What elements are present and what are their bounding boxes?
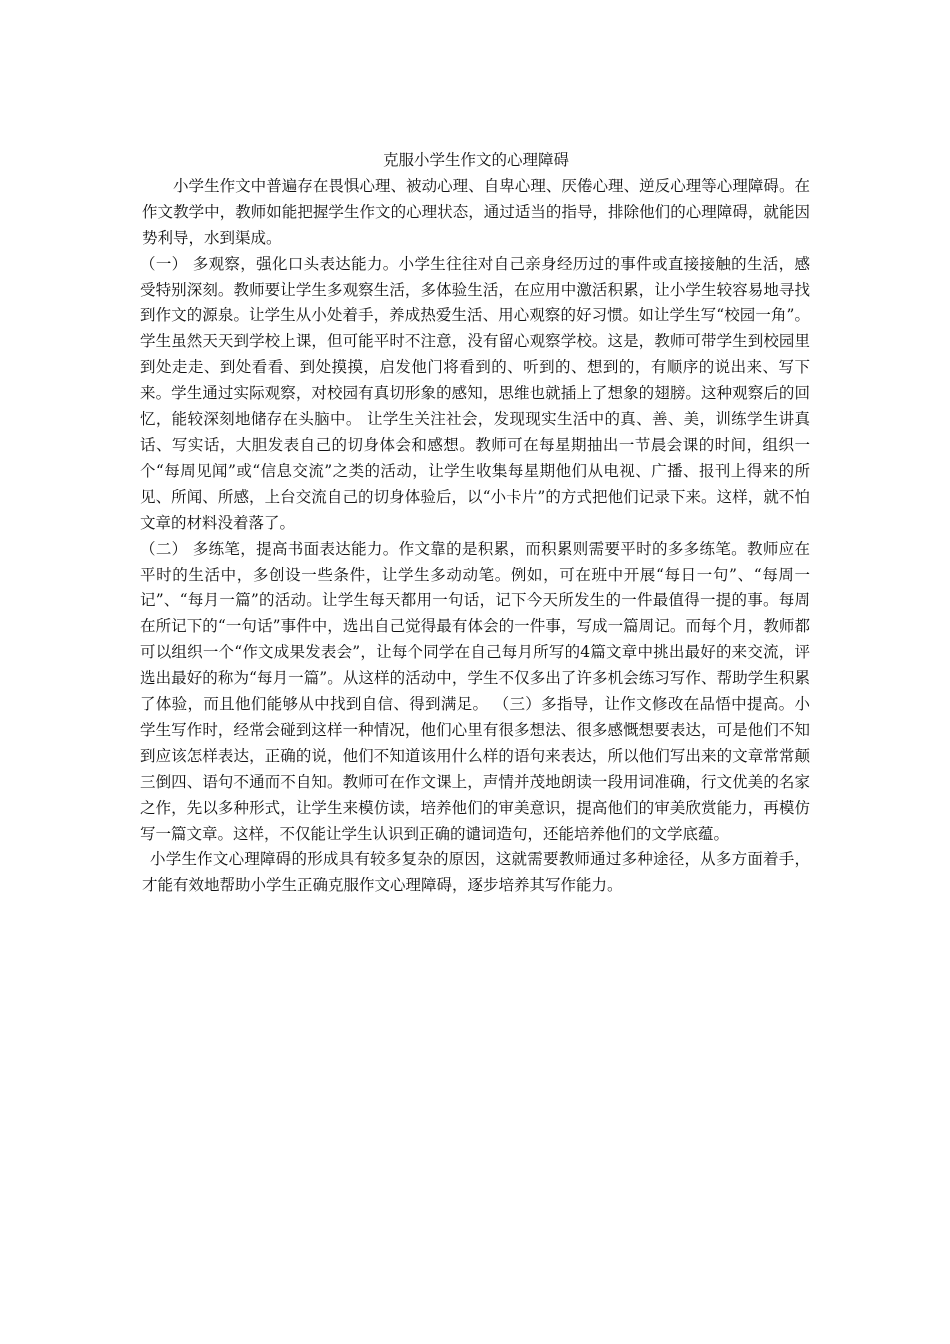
document-title: 克服小学生作文的心理障碍	[382, 151, 569, 169]
section-two-three-paragraph: （二） 多练笔，提高书面表达能力。作文靠的是积累，而积累则需要平时的多多练笔。教师应在平时的生活中，多创设一些条件，让学生多动动笔。例如，可在班中开展“每日一句”、“每周一记”、“每月一篇”的活动。让学生每天都用一句话，记下今天所发生的一件最值得一提的事。每周在所记下的“一句话”事件中，选出自己觉得最有体会的一件事，写成一篇周记。而每个月，教师都可以组织一个“作文成果发表会”，让每个同学在自己每月所写的4篇文章中挑出最好的来交流，评选出最好的称为“每月一篇”。从这样的活动中，学生不仅多出了许多机会练习写作、帮助学生积累了体验，而且他们能够从中找到自信、得到满足。 （三）多指导，让作文修改在品悟中提高。小学生写作时，经常会碰到这样一种情况，他们心里有很多想法、很多感慨想要表达，可是他们不知到应该怎样表达，正确的说，他们不知道该用什么样的语句来表达，所以他们写出来的文章常常颠三倒四、语句不通而不自知。教师可在作文课上，声情并茂地朗读一段用词准确，行文优美的名家之作，先以多种形式，让学生来模仿读，培养他们的审美意识，提高他们的审美欣赏能力，再模仿写一篇文章。这样，不仅能让学生认识到正确的谴词造句，还能培养他们的文学底蕴。	[140, 539, 810, 843]
conclusion-paragraph: 小学生作文心理障碍的形成具有较多复杂的原因，这就需要教师通过多种途径，从多方面着手，才能有效地帮助小学生正确克服作文心理障碍，逐步培养其写作能力。	[142, 850, 810, 895]
section-one-paragraph: （一） 多观察，强化口头表达能力。小学生往往对自己亲身经历过的事件或直接接触的生活，感受特别深刻。教师要让学生多观察生活，多体验生活，在应用中激活积累，让小学生较容易地寻找到作文的源泉。让学生从小处着手，养成热爱生活、用心观察的好习惯。如让学生写“校园一角”。学生虽然天天到学校上课，但可能平时不注意，没有留心观察学校。这是，教师可带学生到校园里到处走走、到处看看、到处摸摸，启发他门将看到的、听到的、想到的，有顺序的说出来、写下来。学生通过实际观察，对校园有真切形象的感知，思维也就插上了想象的翅膀。这种观察后的回忆，能较深刻地储存在头脑中。 让学生关注社会，发现现实生活中的真、善、美，训练学生讲真话、写实话，大胆发表自己的切身体会和感想。教师可在每星期抽出一节晨会课的时间，组织一个“每周见闻”或“信息交流”之类的活动，让学生收集每星期他们从电视、广播、报刊上得来的所见、所闻、所感，上台交流自己的切身体验后，以“小卡片”的方式把他们记录下来。这样，就不怕文章的材料没着落了。	[140, 254, 810, 532]
document-body	[142, 148, 810, 899]
intro-paragraph: 小学生作文中普遍存在畏惧心理、被动心理、自卑心理、厌倦心理、逆反心理等心理障碍。在作文教学中，教师如能把握学生作文的心理状态，通过适当的指导，排除他们的心理障碍，就能因势利导，水到渠成。	[142, 176, 810, 247]
